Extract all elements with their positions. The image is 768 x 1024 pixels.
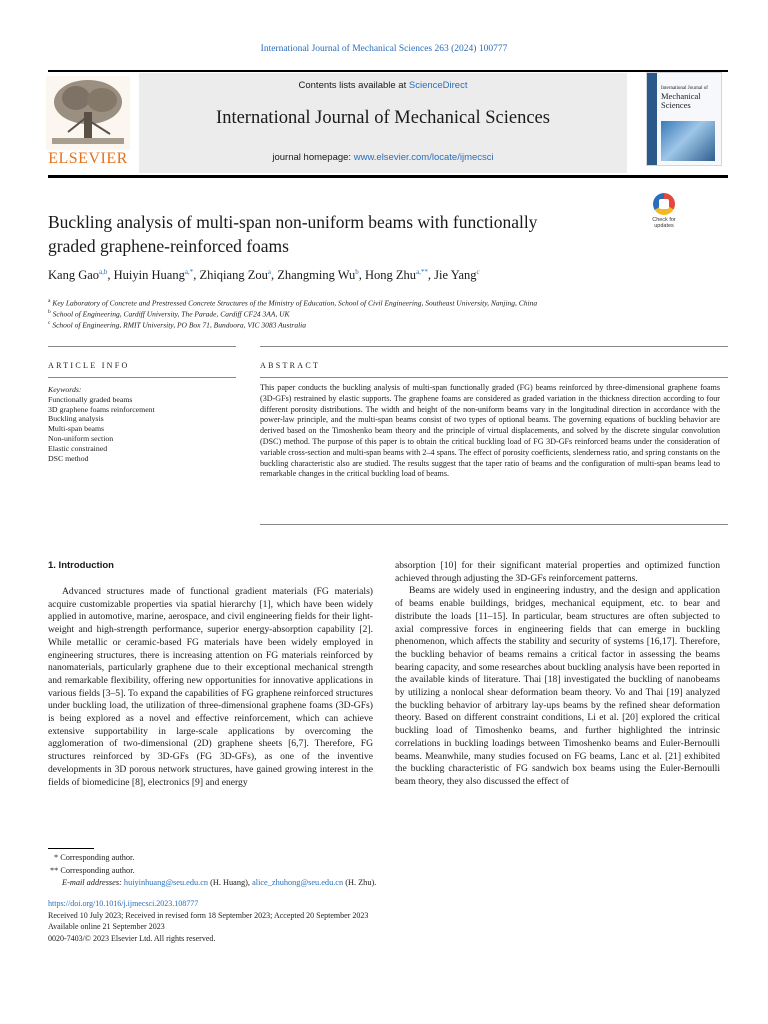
keywords-block	[48, 385, 228, 463]
email-link[interactable]: huiyinhuang@seu.edu.cn	[123, 878, 209, 887]
journal-cover-thumbnail	[646, 72, 722, 166]
keyword: Non-uniform section	[48, 433, 114, 443]
homepage-link[interactable]: www.elsevier.com/locate/ijmecsci	[353, 152, 494, 163]
author-name[interactable]: Huiyin Huang	[113, 268, 185, 283]
affiliation-c	[48, 318, 728, 331]
check-updates-text	[647, 217, 681, 229]
publication-info	[48, 898, 728, 944]
section-heading-introduction: 1. Introduction	[48, 560, 114, 571]
affiliation-text: School of Engineering, RMIT University, PO Box 71, Bundoora, VIC 3083 Australia	[52, 320, 306, 330]
available-online: Available online 21 September 2023	[48, 922, 165, 932]
body-column-right	[395, 560, 720, 789]
intro-paragraph: absorption [10] for their significant material properties and optimized function achieved through adjusting the 3D-GFs reinforcement patterns.	[395, 560, 720, 584]
contents-prefix: Contents lists available at	[298, 80, 409, 91]
keyword: Functionally graded beams	[48, 394, 133, 404]
header-rule-bottom	[48, 175, 728, 178]
running-header[interactable]: International Journal of Mechanical Sciences 263 (2024) 100777	[260, 44, 508, 54]
author-name[interactable]: Zhiqiang Zou	[199, 268, 268, 283]
sciencedirect-link[interactable]: ScienceDirect	[408, 80, 468, 91]
check-updates-line1: Check for	[652, 217, 676, 223]
affiliation-text: Key Laboratory of Concrete and Prestressed Concrete Structures of the Ministry of Education, School of Civil Engineering, Southeast University, Nanjing, China	[52, 298, 538, 308]
author-affil-mark[interactable]: a,b	[99, 268, 108, 276]
abstract-heading: ABSTRACT	[260, 361, 321, 370]
keyword: Elastic constrained	[48, 443, 108, 453]
header-rule-top	[48, 70, 728, 72]
doi-link[interactable]: https://doi.org/10.1016/j.ijmecsci.2023.108777	[48, 899, 199, 908]
intro-paragraph: Beams are widely used in engineering industry, and the design and application of beams enable buildings, bridges, mechanical equipment, etc. to bear and distribute the loads [11–15]. In particular, beam structures are often subjected to axial compressive forces in engineering fields that can emerge in buckling phenomenon, which affects the stability and security of systems [16,17]. Therefore, the buckling behavior of beams remains a critical factor in assessing the beams bearing capacity, and some researches about buckling analysis have been reported in the available kinds of literature. Thai [18] investigated the buckling of nanobeams by utilizing a nonlocal shear deformation beam theory. Vo and Thai [19] analyzed the buckling behavior of arbitrary lay-ups beams by the refined shear deformation theory. Based on different constraint conditions, Li et al. [20] explored the critical buckling load of Timoshenko beams, and further highlighted the intrinsic correlations in buckling loadings between Timoshenko beams and Euler-Bernoulli beams. Meanwhile, many studies focused on FG beams, Lanc et al. [21] exhibited the buckling characteristic of FG sandwich box beams using the Euler-Bernoulli beam theory, they also discussed the effect of	[395, 585, 720, 787]
email-owner: (H. Zhu).	[343, 878, 377, 887]
author-affil-mark[interactable]: c	[476, 268, 480, 276]
affiliation-text: School of Engineering, Cardiff University, The Parade, Cardiff CF24 3AA, UK	[52, 309, 290, 319]
author-list: Kang Gao$^{a,b}$, Huiyin Huang$^{a,*}$, Zhiqiang Zou$^a$, Zhangming Wu$^b$, Hong Zhu$^{a,**}$, Jie Yang$^c$	[48, 268, 480, 283]
article-title-line2: graded graphene-reinforced foams	[48, 236, 289, 256]
info-rule-top	[48, 346, 236, 347]
author-affil-mark[interactable]: b	[355, 268, 359, 276]
body-column-left	[48, 586, 373, 789]
affiliation-mark: a	[48, 298, 51, 304]
cover-line3: Sciences	[661, 100, 691, 110]
journal-title: International Journal of Mechanical Sciences	[216, 108, 550, 128]
author-name[interactable]: Kang Gao	[48, 268, 100, 283]
elsevier-tree-icon	[46, 76, 130, 150]
keywords-label: Keywords:	[48, 385, 82, 394]
footnotes	[48, 852, 728, 890]
abstract-rule-mid	[260, 377, 728, 378]
cover-title	[661, 85, 708, 110]
keyword: Buckling analysis	[48, 414, 104, 424]
affiliation-mark: c	[48, 320, 51, 326]
abstract-rule-top	[260, 346, 728, 347]
abstract-text: This paper conducts the buckling analysis of multi-span functionally graded (FG) beams reinforced by three-dimensional graphene foams (3D-GFs) restrained by elastic supports. The graphene foams are considered as graded variation in the thickness direction according to four different porosity distributions. The width and height of the non-uniform beams vary in the longitudinal direction in accordance with the power-law principle, and the multi-span beams consist of two types of optional beams. The governing equations of buckling behavior are derived based on the Timoshenko beam theory and the principle of virtual displacements, and solved by the discrete singular convolution (DSC) method. The purpose of this paper is to obtain the critical buckling load of FG 3D-GFs reinforced beams under the consideration of variable cross-section and multi-span beams with 2–4 spans. The effect of porosity coefficients, slenderness ratio, and spring constants on the buckling characteristic also are studied. The results suggest that the taper ratio of beams and the configuration of multi-span beams lead to remarkable changes in the critical buckling load of beams.	[260, 383, 720, 479]
cover-line2: Mechanical	[661, 91, 701, 101]
corresponding-author-note: * Corresponding author.	[54, 853, 135, 862]
corresponding-author-note: ** Corresponding author.	[50, 865, 135, 875]
contents-line	[139, 80, 627, 91]
footnote-rule	[48, 848, 94, 849]
author-name[interactable]: Hong Zhu	[365, 268, 417, 283]
keyword: DSC method	[48, 453, 89, 463]
author-affil-mark[interactable]: a	[267, 268, 271, 276]
check-for-updates-badge[interactable]	[647, 193, 681, 233]
author-affil-mark[interactable]: a,*	[184, 268, 194, 276]
affiliation-mark: b	[48, 309, 51, 315]
elsevier-wordmark: ELSEVIER	[48, 150, 128, 167]
email-addresses	[48, 877, 728, 890]
author-name[interactable]: Zhangming Wu	[277, 268, 356, 283]
author-name[interactable]: Jie Yang	[434, 268, 477, 283]
homepage-prefix: journal homepage:	[272, 152, 354, 163]
keyword: 3D graphene foams reinforcement	[48, 404, 155, 414]
email-label: E-mail addresses:	[62, 878, 122, 887]
check-updates-icon	[653, 193, 675, 215]
article-info-heading: ARTICLE INFO	[48, 361, 130, 370]
article-title	[48, 210, 628, 258]
check-updates-line2: updates	[654, 223, 674, 229]
email-owner: (H. Huang),	[208, 878, 253, 887]
author-affil-mark[interactable]: a,**	[416, 268, 428, 276]
abstract-rule-bottom	[260, 524, 728, 525]
received-dates: Received 10 July 2023; Received in revised form 18 September 2023; Accepted 20 September 2023	[48, 910, 369, 920]
cover-image	[661, 121, 715, 161]
cover-line1: International Journal of	[661, 86, 708, 91]
cover-strip	[647, 73, 657, 165]
intro-paragraph: Advanced structures made of functional gradient materials (FG materials) acquire customizable properties via spatial hierarchy [1], which have been widely applied in automotive, marine, aerospace, and civil engineering fields for their light-weight and high-strength performance, superior energy-absorption capability [2]. While metallic or ceramic-based FG materials have been widely employed in engineering structures, there is increasing attention on FG materials reinforced by nanomaterials, particularly graphene due to their exceptional mechanical strength and remarkable flexibility, offering new opportunities for innovative applications in various fields [3–5]. To expand the capabilities of FG graphene reinforced structures under buckling load, the utilization of three-dimensional graphene foams (3D-GFs) is being explored as a novel and effective reinforcement, which can achieve extensive supportability in large-scale applications by overcoming the agglomeration of two-dimensional (2D) graphene sheets [6,7]. Therefore, FG structures reinforced by 3D-GFs (FG 3D-GFs), as one of the inventive developments in 3D porous network structures, have gained growing interest in the fields of biomedicine [8], electronics [9] and energy	[48, 586, 373, 788]
copyright-line: 0020-7403/© 2023 Elsevier Ltd. All rights reserved.	[48, 933, 216, 943]
journal-homepage	[139, 152, 627, 163]
article-title-line1: Buckling analysis of multi-span non-uniform beams with functionally	[48, 212, 538, 232]
keyword: Multi-span beams	[48, 424, 105, 434]
email-link[interactable]: alice_zhuhong@seu.edu.cn	[252, 878, 344, 887]
info-rule-mid	[48, 377, 236, 378]
